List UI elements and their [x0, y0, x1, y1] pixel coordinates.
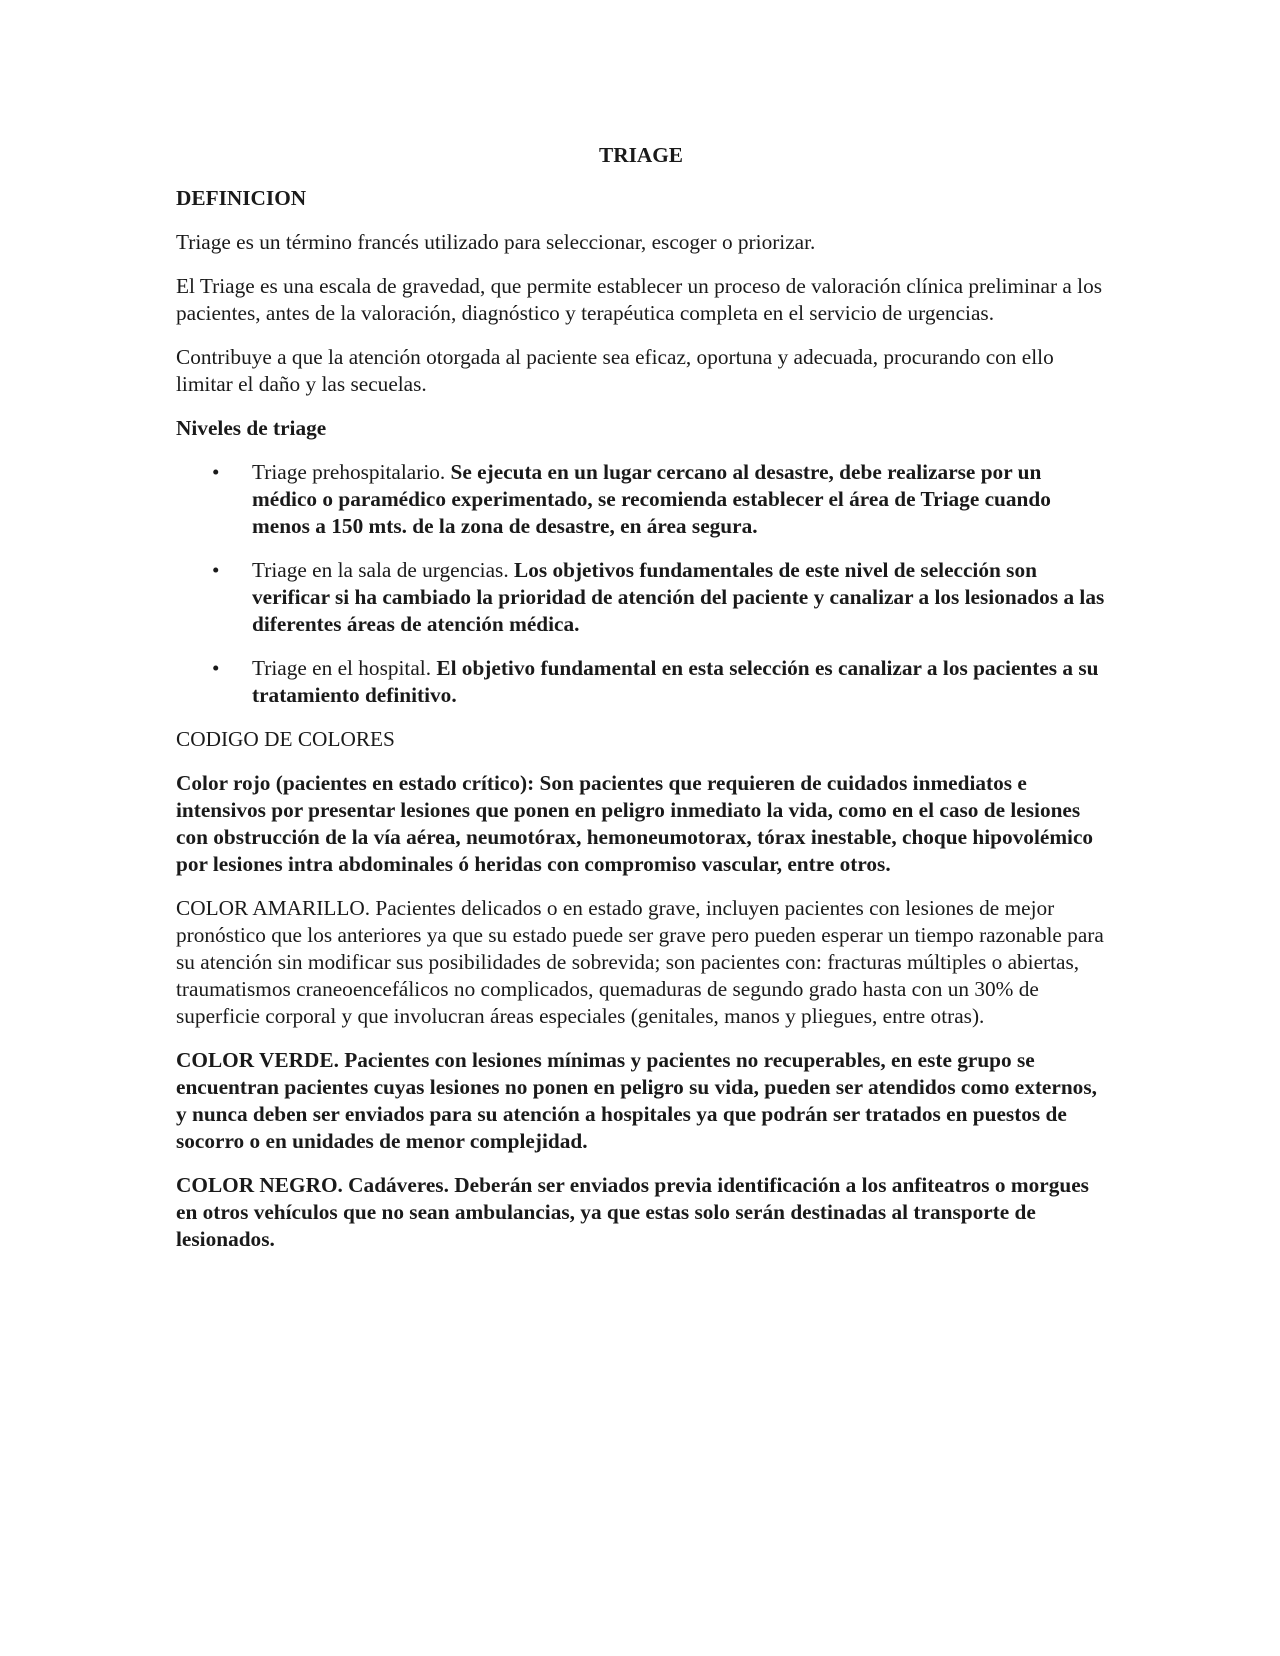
bullet-icon: • — [212, 460, 220, 484]
color-yellow-paragraph: COLOR AMARILLO. Pacientes delicados o en estado grave, incluyen pacientes con lesiones de mejor pronóstico que los anteriores ya que su estado puede ser grave pero pueden esperar un tiempo razonable para su atención sin modificar sus posibilidades de sobrevida; son pacientes con: fracturas múltiples o abiertas, traumatismos craneoencefálicos no complicados, quemaduras de segundo grado hasta con un 30% de superficie corporal y que involucran áreas especiales (genitales, manos y pliegues, entre otras). — [176, 896, 1104, 1028]
level-description: Los objetivos fundamentales de este nivel de selección son verificar si ha cambiado la prioridad de atención del paciente y canalizar a los lesionados a las diferentes áreas de atención médica. — [252, 558, 1105, 636]
levels-heading: Niveles de triage — [176, 416, 327, 440]
colors-heading: CODIGO DE COLORES — [176, 727, 395, 751]
bullet-icon: • — [212, 656, 220, 680]
color-green-paragraph: COLOR VERDE. Pacientes con lesiones mínimas y pacientes no recuperables, en este grupo se encuentran pacientes cuyas lesiones no ponen en peligro su vida, pueden ser atendidos como externos, y nunca deben ser enviados para su atención a hospitales ya que podrán ser tratados en puestos de socorro o en unidades de menor complejidad. — [176, 1048, 1097, 1153]
definition-paragraph-3: Contribuye a que la atención otorgada al paciente sea eficaz, oportuna y adecuada, procurando con ello limitar el daño y las secuelas. — [176, 345, 1054, 396]
level-description: Se ejecuta en un lugar cercano al desastre, debe realizarse por un médico o paramédico experimentado, se recomienda establecer el área de Triage cuando menos a 150 mts. de la zona de desastre, en área segura. — [252, 460, 1051, 538]
list-item — [176, 557, 1106, 638]
level-name: Triage en la sala de urgencias. — [252, 558, 509, 582]
level-name: Triage en el hospital. — [252, 656, 432, 680]
triage-levels-list — [176, 459, 1106, 709]
bullet-icon: • — [212, 558, 220, 582]
list-item — [176, 459, 1106, 540]
definition-paragraph-1: Triage es un término francés utilizado para seleccionar, escoger o priorizar. — [176, 230, 816, 254]
level-description: El objetivo fundamental en esta selección es canalizar a los pacientes a su tratamiento definitivo. — [252, 656, 1099, 707]
document-title: TRIAGE — [598, 143, 684, 167]
definition-heading: DEFINICION — [176, 186, 307, 210]
definition-paragraph-2: El Triage es una escala de gravedad, que permite establecer un proceso de valoración clínica preliminar a los pacientes, antes de la valoración, diagnóstico y terapéutica completa en el servicio de urgencias. — [176, 274, 1103, 325]
color-black-paragraph: COLOR NEGRO. Cadáveres. Deberán ser enviados previa identificación a los anfiteatros o morgues en otros vehículos que no sean ambulancias, ya que estas solo serán destinadas al transporte de lesionados. — [176, 1173, 1089, 1251]
document-body — [176, 142, 1106, 1270]
level-name: Triage prehospitalario. — [252, 460, 446, 484]
color-red-paragraph: Color rojo (pacientes en estado crítico): Son pacientes que requieren de cuidados inmediatos e intensivos por presentar lesiones que ponen en peligro inmediato la vida, como en el caso de lesiones con obstrucción de la vía aérea, neumotórax, hemoneumotorax, tórax inestable, choque hipovolémico por lesiones intra abdominales ó heridas con compromiso vascular, entre otros. — [176, 771, 1094, 876]
list-item — [176, 655, 1106, 709]
